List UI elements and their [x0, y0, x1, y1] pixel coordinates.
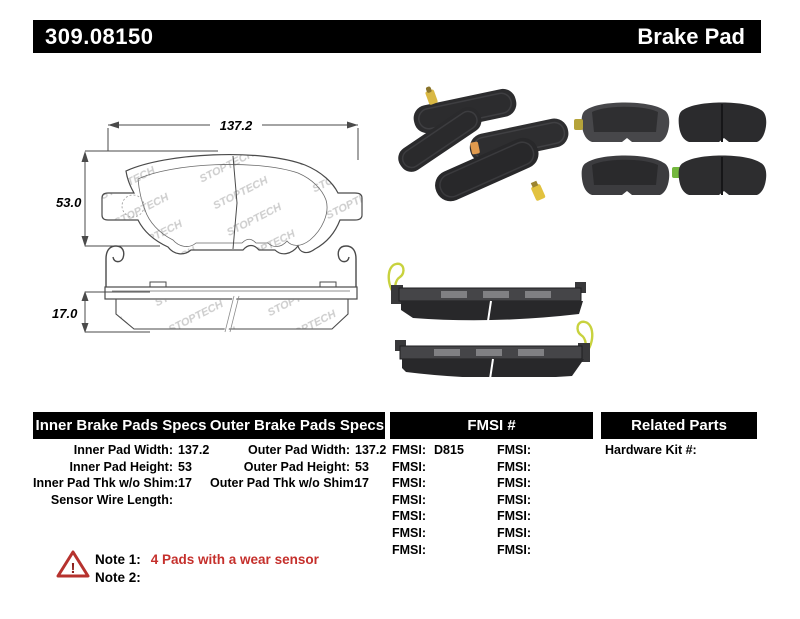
related-parts-table: [605, 442, 755, 459]
header-bar: [33, 20, 761, 53]
pad-side-view: [105, 246, 357, 332]
fmsi-row: FMSI:: [497, 509, 532, 524]
fmsi-row: FMSI: D815: [392, 443, 464, 457]
spec-row: Outer Pad Width: 137.2: [248, 443, 387, 457]
fmsi-row: FMSI:: [497, 525, 532, 540]
fmsi-column-2: [497, 442, 593, 558]
photo-pads-grid: [572, 93, 772, 205]
brake-pad: [679, 103, 767, 143]
notes-section: [95, 551, 319, 586]
wear-sensor: [424, 85, 439, 105]
fmsi-title: FMSI #: [467, 417, 516, 434]
brake-pad: [395, 322, 592, 377]
spec-row: Sensor Wire Length:: [50, 492, 173, 507]
fmsi-row: FMSI:: [392, 476, 427, 491]
pad-front-view: [102, 155, 362, 254]
brake-pad: [679, 156, 767, 196]
brake-pad: [582, 156, 670, 196]
inner-specs-title: Inner Brake Pads Specs: [35, 417, 207, 434]
fmsi-row: FMSI:: [392, 509, 427, 524]
spec-row: Inner Pad Thk w/o Shim: 17: [33, 476, 192, 490]
note-2: [95, 569, 319, 587]
warning-icon: [56, 549, 90, 580]
related-row: Hardware Kit #:: [605, 443, 697, 457]
part-number: 309.08150: [45, 23, 154, 49]
spec-row: Outer Pad Thk w/o Shim: 17: [210, 476, 369, 490]
fmsi-row: FMSI:: [392, 525, 427, 540]
fmsi-column-1: [392, 442, 492, 558]
svg-text:!: !: [70, 560, 76, 577]
note-1-label: Note 1:: [95, 552, 141, 567]
fmsi-row: FMSI:: [497, 476, 532, 491]
note-1-text: 4 Pads with a wear sensor: [150, 552, 319, 567]
fmsi-row: FMSI:: [392, 492, 427, 507]
technical-drawing: [50, 103, 370, 355]
backing-plate: [105, 287, 357, 299]
fmsi-row: FMSI:: [392, 459, 427, 474]
specs-header-bar: [33, 412, 385, 439]
brake-pad: [389, 264, 586, 321]
wear-sensor: [574, 119, 583, 130]
product-type-title: Brake Pad: [637, 23, 745, 49]
inner-specs-table: [33, 442, 213, 508]
width-dimension: [108, 118, 358, 160]
brake-pad: [582, 103, 670, 143]
spec-row: Inner Pad Width: 137.2: [73, 443, 210, 457]
fmsi-row: FMSI:: [392, 542, 427, 557]
fmsi-row: FMSI:: [497, 492, 532, 507]
note-1: [95, 551, 319, 569]
outer-specs-title: Outer Brake Pads Specs: [209, 417, 385, 434]
related-parts-header-bar: [601, 412, 757, 439]
fmsi-header-bar: [390, 412, 593, 439]
fmsi-row: FMSI:: [497, 459, 532, 474]
width-dim-label: 137.2: [219, 118, 253, 133]
height-dim-label: 53.0: [56, 195, 82, 210]
spec-row: Outer Pad Height: 53: [243, 459, 369, 474]
outer-specs-table: [210, 442, 390, 492]
wear-sensor: [529, 180, 546, 201]
related-parts-title: Related Parts: [631, 417, 727, 434]
fmsi-row: FMSI:: [497, 542, 532, 557]
spec-row: Inner Pad Height: 53: [69, 459, 192, 474]
thickness-dim-label: 17.0: [52, 306, 78, 321]
photo-pads-angled: [395, 80, 570, 220]
fmsi-row: FMSI:: [497, 443, 532, 457]
photo-pads-edge: [383, 252, 598, 377]
note-2-label: Note 2:: [95, 569, 141, 585]
